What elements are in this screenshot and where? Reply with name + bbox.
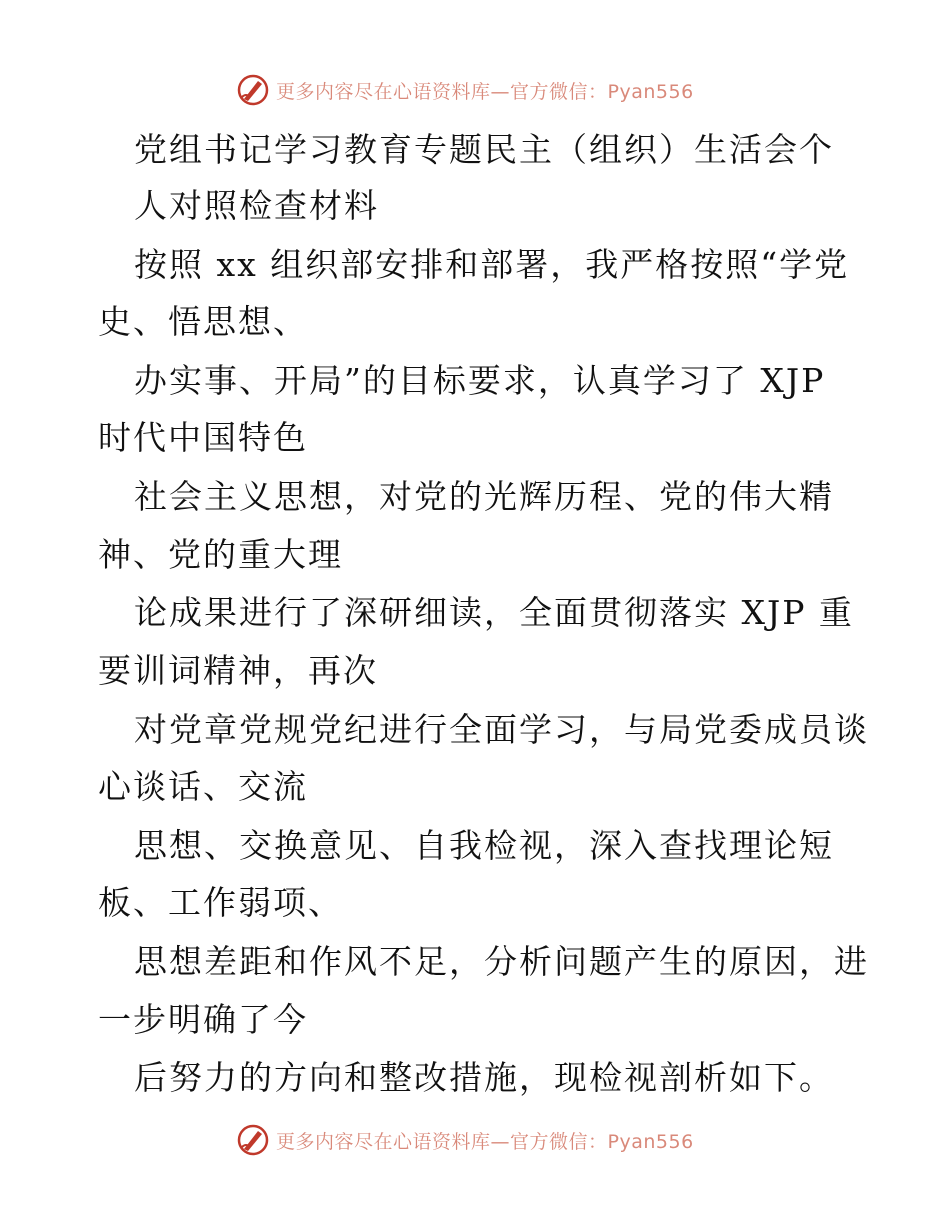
paragraph-line: 后努力的方向和整改措施，现检视剖析如下。 bbox=[134, 1058, 834, 1097]
paragraph-line: 板、工作弱项、 bbox=[98, 883, 343, 922]
footer-banner-text bbox=[276, 1127, 694, 1154]
quill-logo-icon bbox=[236, 73, 270, 107]
paragraph-line: 思想差距和作风不足，分析问题产生的原因，进 bbox=[134, 942, 869, 981]
paragraph-line: 思想、交换意见、自我检视，深入查找理论短 bbox=[134, 826, 834, 865]
paragraph-line: 史、悟思想、 bbox=[98, 302, 308, 341]
paragraph-line: 神、党的重大理 bbox=[98, 535, 343, 574]
header-banner-label: 更多内容尽在心语资料库—官方微信： bbox=[276, 80, 608, 103]
document-title-line-2: 人对照检查材料 bbox=[134, 186, 379, 225]
footer-banner bbox=[236, 1122, 694, 1158]
paragraph-line: 心谈话、交流 bbox=[98, 767, 308, 806]
header-wechat-id: Pyan556 bbox=[607, 80, 694, 103]
quill-logo-icon bbox=[236, 1123, 270, 1157]
paragraph-line: 要训词精神，再次 bbox=[98, 651, 378, 690]
paragraph-line: 对党章党规党纪进行全面学习，与局党委成员谈 bbox=[134, 710, 869, 749]
paragraph-line: 论成果进行了深研细读，全面贯彻落实 XJP 重 bbox=[134, 593, 854, 632]
document-title-line-1: 党组书记学习教育专题民主（组织）生活会个 bbox=[134, 130, 834, 169]
footer-banner-label: 更多内容尽在心语资料库—官方微信： bbox=[276, 1130, 608, 1153]
header-banner-text bbox=[276, 77, 694, 104]
paragraph-line: 社会主义思想，对党的光辉历程、党的伟大精 bbox=[134, 477, 834, 516]
paragraph-line: 一步明确了今 bbox=[98, 1000, 308, 1039]
paragraph-line: 时代中国特色 bbox=[98, 418, 308, 457]
paragraph-line: 按照 xx 组织部安排和部署，我严格按照“学党 bbox=[134, 245, 850, 284]
footer-wechat-id: Pyan556 bbox=[607, 1130, 694, 1153]
header-banner bbox=[236, 72, 694, 108]
paragraph-line: 办实事、开局”的目标要求，认真学习了 XJP bbox=[134, 361, 826, 400]
